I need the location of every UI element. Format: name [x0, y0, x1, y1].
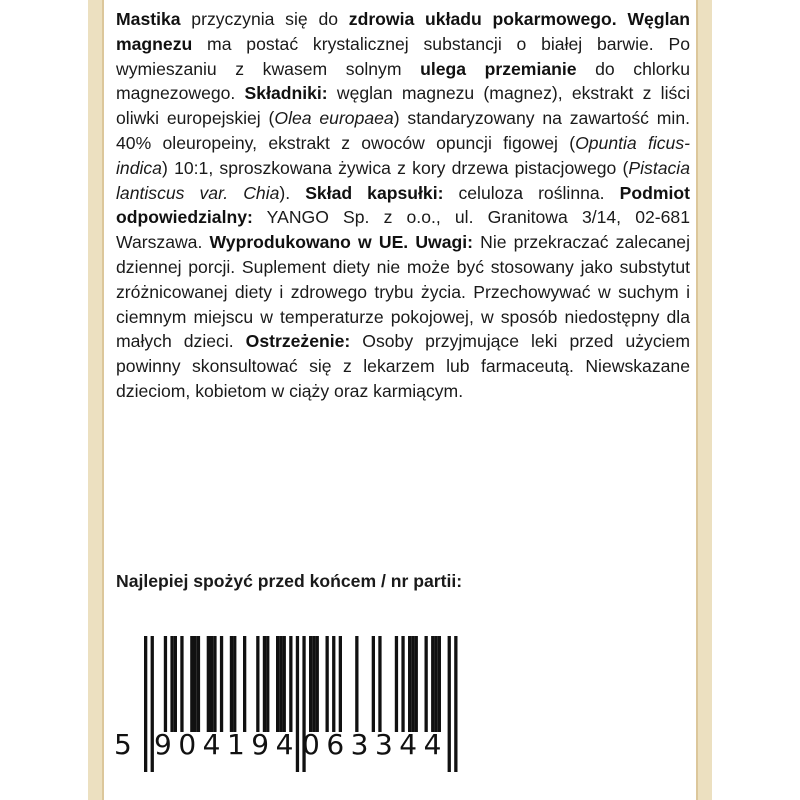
- text-segment: [617, 9, 628, 29]
- text-segment: do chlorku magnezowego.: [116, 58, 690, 104]
- barcode-bar: [395, 636, 398, 732]
- barcode-bar: [263, 636, 266, 732]
- label-right-border: [696, 0, 712, 800]
- barcode-number: [114, 728, 474, 772]
- text-segment: ma postać krystalicznej substancji o białej barwie. Po wymieszaniu z kwasem solnym: [116, 33, 690, 79]
- label-left-border: [88, 0, 104, 800]
- barcode: [114, 636, 474, 796]
- barcode-bar: [197, 636, 200, 732]
- bold-text-segment: Mastika: [116, 9, 181, 29]
- barcode-bar: [434, 636, 437, 732]
- barcode-bar: [276, 636, 279, 732]
- barcode-bar: [339, 636, 342, 732]
- barcode-bar: [378, 636, 381, 732]
- barcode-bar: [233, 636, 236, 732]
- barcode-bar: [372, 636, 375, 732]
- text-segment: ).: [279, 182, 306, 203]
- barcode-digit-first: 5: [114, 728, 134, 761]
- best-before-label: Najlepiej spożyć przed końcem / nr partii:: [116, 571, 463, 591]
- bold-text-segment: ulega przemianie: [420, 58, 577, 79]
- text-segment: Nie przekraczać zalecanej dziennej porcji. Suplement diety nie może być stosowany jako substytut zróżnicowanej diety i zdrowego trybu życia. Przechowywać w suchym i ciemnym miejscu w temperaturze pokojowej, w sposób niedostępny dla małych dzieci.: [116, 232, 690, 352]
- barcode-bar: [415, 636, 418, 732]
- barcode-bar: [309, 636, 312, 732]
- bold-text-segment: Ostrzeżenie:: [245, 331, 351, 352]
- barcode-bar: [312, 636, 315, 732]
- text-segment: węglan magnezu (magnez), ekstrakt z liści oliwki europejskiej (: [116, 83, 690, 129]
- barcode-bar: [243, 636, 246, 732]
- bold-text-segment: Składniki:: [244, 83, 328, 104]
- barcode-bar: [190, 636, 193, 732]
- italic-text-segment: Pistacia lantiscus var. Chia: [116, 157, 690, 203]
- text-segment: celuloza roślinna.: [443, 182, 620, 203]
- barcode-bar: [170, 636, 173, 732]
- barcode-digits-right: 063344: [302, 728, 448, 761]
- barcode-bar: [180, 636, 183, 732]
- bold-text-segment: Węglan magnezu: [116, 9, 690, 54]
- barcode-digits-left: 904194: [154, 728, 300, 761]
- bold-text-segment: zdrowia układu pokarmowego.: [348, 9, 617, 29]
- barcode-bar: [279, 636, 282, 732]
- barcode-bar: [283, 636, 286, 732]
- barcode-bar: [174, 636, 177, 732]
- barcode-bar: [256, 636, 259, 732]
- text-segment: przyczynia się do: [180, 9, 349, 29]
- text-segment: ) standaryzowany na zawartość min. 40% oleuropeiny, ekstrakt z owoców opuncji figowej (: [116, 108, 690, 153]
- barcode-bar: [326, 636, 329, 732]
- barcode-bar: [401, 636, 404, 732]
- barcode-bar: [210, 636, 213, 732]
- barcode-bar: [266, 636, 269, 732]
- barcode-bar: [220, 636, 223, 732]
- bold-text-segment: Wyprodukowano w UE.: [209, 232, 409, 253]
- barcode-bar: [316, 636, 319, 732]
- barcode-bar: [431, 636, 434, 732]
- text-segment: Osoby przyjmujące leki przed użyciem powinny skonsultować się z lekarzem lub farmaceutą. Niewskazane dzieciom, kobietom w ciąży oraz karmiącym.: [116, 331, 690, 401]
- italic-text-segment: Olea europaea: [274, 108, 394, 129]
- barcode-bar: [332, 636, 335, 732]
- barcode-bar: [408, 636, 411, 732]
- ingredients-description: [116, 7, 690, 404]
- italic-text-segment: Opuntia ficus-indica: [116, 132, 690, 178]
- barcode-bar: [355, 636, 358, 732]
- bold-text-segment: Skład kapsułki:: [305, 182, 444, 203]
- text-segment: YANGO Sp. z o.o., ul. Granitowa 3/14, 02-681 Warszawa.: [116, 207, 690, 253]
- barcode-bar: [194, 636, 197, 732]
- barcode-bar: [207, 636, 210, 732]
- barcode-bar: [289, 636, 292, 732]
- barcode-bar: [425, 636, 428, 732]
- barcode-bar: [230, 636, 233, 732]
- barcode-bar: [213, 636, 216, 732]
- bold-text-segment: Podmiot odpowiedzialny:: [116, 182, 690, 228]
- bold-text-segment: Uwagi:: [415, 232, 474, 253]
- barcode-bar: [164, 636, 167, 732]
- barcode-bar: [411, 636, 414, 732]
- text-segment: ) 10:1, sproszkowana żywica z kory drzewa pistacjowego (: [161, 157, 629, 178]
- barcode-bar: [438, 636, 441, 732]
